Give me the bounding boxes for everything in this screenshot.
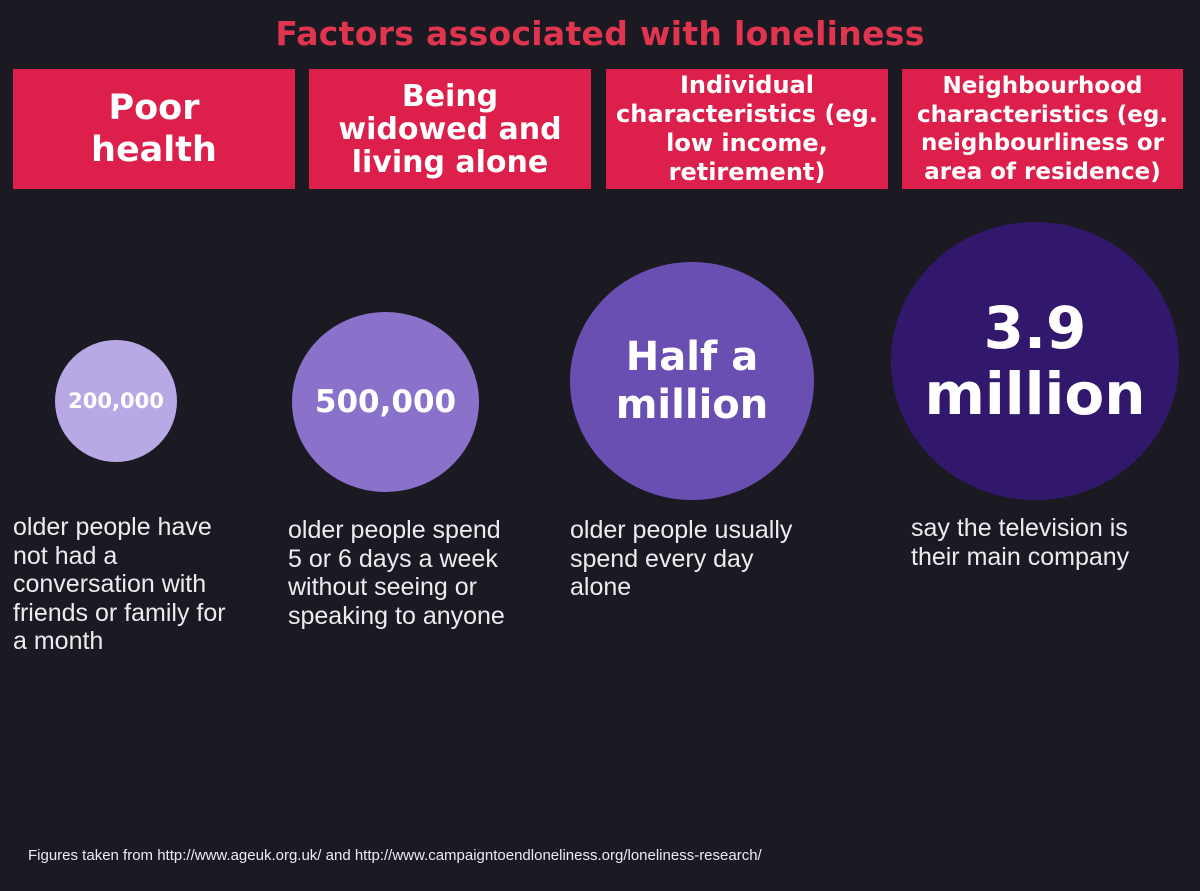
factor-label-line: living alone xyxy=(351,144,549,180)
stat-figure: 3.9 xyxy=(983,294,1087,362)
factor-label-line: Individual xyxy=(680,71,814,99)
stat-circle-half-million xyxy=(570,262,814,500)
factor-neighbourhood-characteristics xyxy=(902,69,1183,189)
factor-label-line: retirement) xyxy=(668,158,826,186)
factor-widowed-living-alone xyxy=(309,69,591,189)
factor-label-line: Neighbourhood xyxy=(942,73,1143,99)
factor-label-line: area of residence) xyxy=(924,158,1161,185)
stat-figure: 200,000 xyxy=(68,389,164,413)
factor-label-line: characteristics (eg. xyxy=(916,101,1169,128)
stat-circle-500000 xyxy=(292,312,479,492)
factor-label-line: health xyxy=(91,130,217,170)
stat-description: older people have not had a conversation with friends or family for a month xyxy=(13,513,226,655)
stat-figure: Half a xyxy=(625,334,759,380)
source-note: Figures taken from http://www.ageuk.org.uk/ and http://www.campaigntoendloneliness.org/loneliness-research/ xyxy=(28,847,762,864)
stat-figure: million xyxy=(924,360,1146,428)
factor-label-line: Being xyxy=(401,78,499,114)
factor-label-line: characteristics (eg. xyxy=(616,100,878,128)
stat-description: older people usually spend every day alone xyxy=(570,516,793,601)
infographic-title: Factors associated with loneliness xyxy=(275,14,925,53)
factor-label-line: widowed and xyxy=(338,111,562,147)
factor-label-line: neighbourliness or xyxy=(921,130,1164,156)
stat-circle-3-9-million xyxy=(891,222,1179,500)
stat-description: older people spend 5 or 6 days a week without seeing or speaking to anyone xyxy=(288,516,505,630)
factor-poor-health xyxy=(13,69,295,189)
factor-label-line: low income, xyxy=(666,129,828,157)
stat-figure: million xyxy=(615,382,769,428)
factor-label-line: Poor xyxy=(108,88,200,128)
stat-circle-200000 xyxy=(55,340,177,462)
factor-individual-characteristics xyxy=(606,69,888,189)
stat-description: say the television is their main company xyxy=(911,514,1130,571)
stat-figure: 500,000 xyxy=(314,384,457,420)
